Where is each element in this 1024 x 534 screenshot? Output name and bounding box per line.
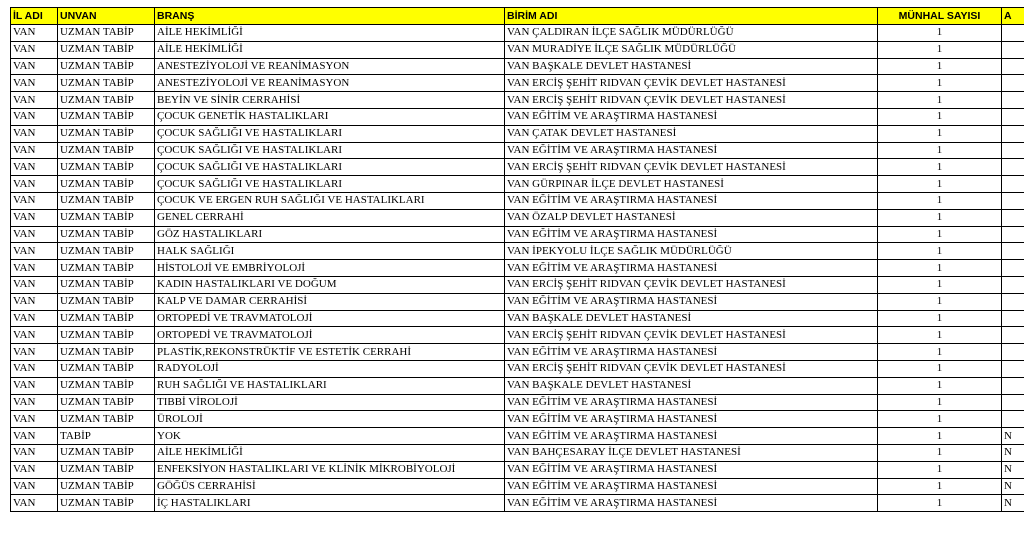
cell-unvan: UZMAN TABİP: [58, 125, 155, 142]
cell-il-adi: VAN: [11, 176, 58, 193]
cell-brans: ANESTEZİYOLOJİ VE REANİMASYON: [155, 58, 505, 75]
cell-extra: [1002, 125, 1024, 142]
table-row: [11, 142, 1024, 159]
table-row: [11, 125, 1024, 142]
table-row: [11, 226, 1024, 243]
header-brans: BRANŞ: [155, 8, 505, 25]
cell-brans: GENEL CERRAHİ: [155, 209, 505, 226]
table-row: [11, 495, 1024, 512]
cell-extra: [1002, 142, 1024, 159]
table-row: [11, 344, 1024, 361]
cell-birim-adi: VAN ÖZALP DEVLET HASTANESİ: [505, 209, 878, 226]
cell-munhal-sayisi: 1: [878, 377, 1002, 394]
cell-brans: YOK: [155, 428, 505, 445]
cell-birim-adi: VAN ERCİŞ ŞEHİT RIDVAN ÇEVİK DEVLET HASTANESİ: [505, 75, 878, 92]
cell-birim-adi: VAN ERCİŞ ŞEHİT RIDVAN ÇEVİK DEVLET HASTANESİ: [505, 92, 878, 109]
cell-munhal-sayisi: 1: [878, 276, 1002, 293]
table-row: [11, 478, 1024, 495]
cell-extra: [1002, 192, 1024, 209]
cell-unvan: UZMAN TABİP: [58, 478, 155, 495]
table-row: [11, 75, 1024, 92]
cell-brans: BEYİN VE SİNİR CERRAHİSİ: [155, 92, 505, 109]
cell-brans: ÇOCUK VE ERGEN RUH SAĞLIĞI VE HASTALIKLARI: [155, 192, 505, 209]
cell-unvan: UZMAN TABİP: [58, 92, 155, 109]
table-row: [11, 428, 1024, 445]
cell-unvan: UZMAN TABİP: [58, 58, 155, 75]
table-header: [11, 8, 1024, 25]
cell-extra: [1002, 92, 1024, 109]
cell-birim-adi: VAN EĞİTİM VE ARAŞTIRMA HASTANESİ: [505, 394, 878, 411]
cell-brans: ÜROLOJİ: [155, 411, 505, 428]
vacancy-table: [10, 7, 1024, 512]
cell-munhal-sayisi: 1: [878, 209, 1002, 226]
cell-birim-adi: VAN EĞİTİM VE ARAŞTIRMA HASTANESİ: [505, 344, 878, 361]
cell-il-adi: VAN: [11, 293, 58, 310]
cell-il-adi: VAN: [11, 394, 58, 411]
cell-unvan: UZMAN TABİP: [58, 260, 155, 277]
cell-birim-adi: VAN EĞİTİM VE ARAŞTIRMA HASTANESİ: [505, 461, 878, 478]
cell-unvan: TABİP: [58, 428, 155, 445]
cell-birim-adi: VAN EĞİTİM VE ARAŞTIRMA HASTANESİ: [505, 411, 878, 428]
cell-brans: ÇOCUK SAĞLIĞI VE HASTALIKLARI: [155, 159, 505, 176]
cell-munhal-sayisi: 1: [878, 108, 1002, 125]
table-row: [11, 176, 1024, 193]
cell-brans: İÇ HASTALIKLARI: [155, 495, 505, 512]
cell-unvan: UZMAN TABİP: [58, 495, 155, 512]
cell-brans: AİLE HEKİMLİĞİ: [155, 25, 505, 42]
cell-il-adi: VAN: [11, 108, 58, 125]
cell-extra: [1002, 243, 1024, 260]
table-row: [11, 444, 1024, 461]
table-row: [11, 360, 1024, 377]
cell-unvan: UZMAN TABİP: [58, 411, 155, 428]
cell-birim-adi: VAN ERCİŞ ŞEHİT RIDVAN ÇEVİK DEVLET HASTANESİ: [505, 159, 878, 176]
table-row: [11, 209, 1024, 226]
cell-munhal-sayisi: 1: [878, 310, 1002, 327]
cell-il-adi: VAN: [11, 310, 58, 327]
cell-unvan: UZMAN TABİP: [58, 394, 155, 411]
cell-birim-adi: VAN ERCİŞ ŞEHİT RIDVAN ÇEVİK DEVLET HASTANESİ: [505, 360, 878, 377]
cell-unvan: UZMAN TABİP: [58, 142, 155, 159]
cell-il-adi: VAN: [11, 461, 58, 478]
table-row: [11, 25, 1024, 42]
cell-il-adi: VAN: [11, 377, 58, 394]
cell-il-adi: VAN: [11, 243, 58, 260]
cell-brans: ÇOCUK SAĞLIĞI VE HASTALIKLARI: [155, 142, 505, 159]
cell-munhal-sayisi: 1: [878, 192, 1002, 209]
header-row: [11, 8, 1024, 25]
cell-unvan: UZMAN TABİP: [58, 25, 155, 42]
header-extra: A: [1002, 8, 1024, 25]
cell-brans: ORTOPEDİ VE TRAVMATOLOJİ: [155, 327, 505, 344]
cell-birim-adi: VAN ERCİŞ ŞEHİT RIDVAN ÇEVİK DEVLET HASTANESİ: [505, 327, 878, 344]
cell-birim-adi: VAN ÇALDIRAN İLÇE SAĞLIK MÜDÜRLÜĞÜ: [505, 25, 878, 42]
cell-unvan: UZMAN TABİP: [58, 310, 155, 327]
cell-unvan: UZMAN TABİP: [58, 293, 155, 310]
cell-il-adi: VAN: [11, 478, 58, 495]
table-row: [11, 108, 1024, 125]
cell-birim-adi: VAN BAŞKALE DEVLET HASTANESİ: [505, 310, 878, 327]
cell-il-adi: VAN: [11, 327, 58, 344]
cell-birim-adi: VAN EĞİTİM VE ARAŞTIRMA HASTANESİ: [505, 495, 878, 512]
cell-extra: [1002, 159, 1024, 176]
cell-birim-adi: VAN MURADİYE İLÇE SAĞLIK MÜDÜRLÜĞÜ: [505, 41, 878, 58]
table-body: [11, 25, 1024, 512]
cell-munhal-sayisi: 1: [878, 461, 1002, 478]
cell-munhal-sayisi: 1: [878, 25, 1002, 42]
cell-munhal-sayisi: 1: [878, 411, 1002, 428]
cell-extra: [1002, 327, 1024, 344]
cell-extra: [1002, 411, 1024, 428]
cell-unvan: UZMAN TABİP: [58, 377, 155, 394]
cell-munhal-sayisi: 1: [878, 478, 1002, 495]
cell-extra: [1002, 25, 1024, 42]
cell-unvan: UZMAN TABİP: [58, 108, 155, 125]
cell-unvan: UZMAN TABİP: [58, 444, 155, 461]
cell-extra: N: [1002, 444, 1024, 461]
header-birim-adi: BİRİM ADI: [505, 8, 878, 25]
cell-extra: [1002, 209, 1024, 226]
cell-unvan: UZMAN TABİP: [58, 276, 155, 293]
cell-extra: [1002, 108, 1024, 125]
table-row: [11, 260, 1024, 277]
table-row: [11, 159, 1024, 176]
cell-il-adi: VAN: [11, 75, 58, 92]
cell-extra: N: [1002, 428, 1024, 445]
cell-birim-adi: VAN EĞİTİM VE ARAŞTIRMA HASTANESİ: [505, 428, 878, 445]
cell-il-adi: VAN: [11, 495, 58, 512]
cell-extra: [1002, 360, 1024, 377]
cell-brans: ORTOPEDİ VE TRAVMATOLOJİ: [155, 310, 505, 327]
cell-brans: ANESTEZİYOLOJİ VE REANİMASYON: [155, 75, 505, 92]
cell-extra: [1002, 377, 1024, 394]
cell-extra: N: [1002, 478, 1024, 495]
cell-birim-adi: VAN EĞİTİM VE ARAŞTIRMA HASTANESİ: [505, 108, 878, 125]
cell-unvan: UZMAN TABİP: [58, 461, 155, 478]
cell-il-adi: VAN: [11, 444, 58, 461]
cell-birim-adi: VAN ERCİŞ ŞEHİT RIDVAN ÇEVİK DEVLET HASTANESİ: [505, 276, 878, 293]
cell-munhal-sayisi: 1: [878, 243, 1002, 260]
cell-munhal-sayisi: 1: [878, 444, 1002, 461]
cell-brans: GÖZ HASTALIKLARI: [155, 226, 505, 243]
cell-extra: [1002, 276, 1024, 293]
cell-extra: [1002, 58, 1024, 75]
cell-unvan: UZMAN TABİP: [58, 360, 155, 377]
cell-birim-adi: VAN EĞİTİM VE ARAŞTIRMA HASTANESİ: [505, 142, 878, 159]
cell-brans: ENFEKSİYON HASTALIKLARI VE KLİNİK MİKROBİYOLOJİ: [155, 461, 505, 478]
header-unvan: UNVAN: [58, 8, 155, 25]
cell-munhal-sayisi: 1: [878, 41, 1002, 58]
cell-extra: [1002, 260, 1024, 277]
cell-extra: [1002, 344, 1024, 361]
cell-il-adi: VAN: [11, 226, 58, 243]
cell-munhal-sayisi: 1: [878, 226, 1002, 243]
cell-munhal-sayisi: 1: [878, 75, 1002, 92]
cell-il-adi: VAN: [11, 411, 58, 428]
table-row: [11, 327, 1024, 344]
cell-brans: ÇOCUK SAĞLIĞI VE HASTALIKLARI: [155, 125, 505, 142]
cell-brans: KALP VE DAMAR CERRAHİSİ: [155, 293, 505, 310]
cell-brans: RUH SAĞLIĞI VE HASTALIKLARI: [155, 377, 505, 394]
cell-birim-adi: VAN GÜRPINAR İLÇE DEVLET HASTANESİ: [505, 176, 878, 193]
cell-birim-adi: VAN EĞİTİM VE ARAŞTIRMA HASTANESİ: [505, 226, 878, 243]
cell-munhal-sayisi: 1: [878, 428, 1002, 445]
cell-extra: [1002, 41, 1024, 58]
table-row: [11, 377, 1024, 394]
cell-munhal-sayisi: 1: [878, 344, 1002, 361]
cell-il-adi: VAN: [11, 260, 58, 277]
cell-brans: TIBBİ VİROLOJİ: [155, 394, 505, 411]
cell-birim-adi: VAN EĞİTİM VE ARAŞTIRMA HASTANESİ: [505, 260, 878, 277]
cell-extra: [1002, 310, 1024, 327]
cell-il-adi: VAN: [11, 58, 58, 75]
table-row: [11, 461, 1024, 478]
table-row: [11, 192, 1024, 209]
cell-brans: KADIN HASTALIKLARI VE DOĞUM: [155, 276, 505, 293]
table-row: [11, 310, 1024, 327]
cell-il-adi: VAN: [11, 142, 58, 159]
header-il-adi: İL ADI: [11, 8, 58, 25]
cell-unvan: UZMAN TABİP: [58, 327, 155, 344]
cell-munhal-sayisi: 1: [878, 125, 1002, 142]
cell-il-adi: VAN: [11, 209, 58, 226]
cell-extra: [1002, 394, 1024, 411]
cell-brans: AİLE HEKİMLİĞİ: [155, 444, 505, 461]
cell-brans: ÇOCUK SAĞLIĞI VE HASTALIKLARI: [155, 176, 505, 193]
table-row: [11, 394, 1024, 411]
cell-birim-adi: VAN EĞİTİM VE ARAŞTIRMA HASTANESİ: [505, 478, 878, 495]
cell-birim-adi: VAN İPEKYOLU İLÇE SAĞLIK MÜDÜRLÜĞÜ: [505, 243, 878, 260]
cell-munhal-sayisi: 1: [878, 293, 1002, 310]
cell-extra: [1002, 176, 1024, 193]
cell-il-adi: VAN: [11, 428, 58, 445]
cell-munhal-sayisi: 1: [878, 92, 1002, 109]
cell-unvan: UZMAN TABİP: [58, 209, 155, 226]
cell-extra: [1002, 226, 1024, 243]
table-row: [11, 243, 1024, 260]
cell-brans: RADYOLOJİ: [155, 360, 505, 377]
cell-il-adi: VAN: [11, 92, 58, 109]
cell-il-adi: VAN: [11, 344, 58, 361]
header-munhal-sayisi: MÜNHAL SAYISI: [878, 8, 1002, 25]
cell-il-adi: VAN: [11, 125, 58, 142]
cell-munhal-sayisi: 1: [878, 260, 1002, 277]
cell-brans: HALK SAĞLIĞI: [155, 243, 505, 260]
cell-il-adi: VAN: [11, 276, 58, 293]
table-row: [11, 92, 1024, 109]
cell-munhal-sayisi: 1: [878, 142, 1002, 159]
cell-unvan: UZMAN TABİP: [58, 41, 155, 58]
cell-brans: AİLE HEKİMLİĞİ: [155, 41, 505, 58]
cell-munhal-sayisi: 1: [878, 327, 1002, 344]
table-row: [11, 58, 1024, 75]
cell-birim-adi: VAN BAHÇESARAY İLÇE DEVLET HASTANESİ: [505, 444, 878, 461]
cell-extra: N: [1002, 461, 1024, 478]
cell-brans: PLASTİK,REKONSTRÜKTİF VE ESTETİK CERRAHİ: [155, 344, 505, 361]
cell-birim-adi: VAN EĞİTİM VE ARAŞTIRMA HASTANESİ: [505, 192, 878, 209]
cell-munhal-sayisi: 1: [878, 495, 1002, 512]
cell-unvan: UZMAN TABİP: [58, 243, 155, 260]
cell-munhal-sayisi: 1: [878, 159, 1002, 176]
cell-unvan: UZMAN TABİP: [58, 159, 155, 176]
cell-munhal-sayisi: 1: [878, 394, 1002, 411]
cell-brans: GÖĞÜS CERRAHİSİ: [155, 478, 505, 495]
cell-unvan: UZMAN TABİP: [58, 192, 155, 209]
cell-unvan: UZMAN TABİP: [58, 176, 155, 193]
cell-unvan: UZMAN TABİP: [58, 75, 155, 92]
cell-birim-adi: VAN ÇATAK DEVLET HASTANESİ: [505, 125, 878, 142]
table-row: [11, 276, 1024, 293]
cell-birim-adi: VAN BAŞKALE DEVLET HASTANESİ: [505, 58, 878, 75]
cell-munhal-sayisi: 1: [878, 360, 1002, 377]
cell-unvan: UZMAN TABİP: [58, 226, 155, 243]
cell-il-adi: VAN: [11, 192, 58, 209]
cell-extra: [1002, 75, 1024, 92]
cell-il-adi: VAN: [11, 159, 58, 176]
cell-brans: ÇOCUK GENETİK HASTALIKLARI: [155, 108, 505, 125]
table-row: [11, 293, 1024, 310]
cell-il-adi: VAN: [11, 360, 58, 377]
cell-il-adi: VAN: [11, 25, 58, 42]
cell-extra: N: [1002, 495, 1024, 512]
cell-brans: HİSTOLOJİ VE EMBRİYOLOJİ: [155, 260, 505, 277]
cell-extra: [1002, 293, 1024, 310]
cell-munhal-sayisi: 1: [878, 176, 1002, 193]
cell-birim-adi: VAN EĞİTİM VE ARAŞTIRMA HASTANESİ: [505, 293, 878, 310]
cell-il-adi: VAN: [11, 41, 58, 58]
cell-munhal-sayisi: 1: [878, 58, 1002, 75]
cell-unvan: UZMAN TABİP: [58, 344, 155, 361]
table-row: [11, 411, 1024, 428]
table-row: [11, 41, 1024, 58]
cell-birim-adi: VAN BAŞKALE DEVLET HASTANESİ: [505, 377, 878, 394]
